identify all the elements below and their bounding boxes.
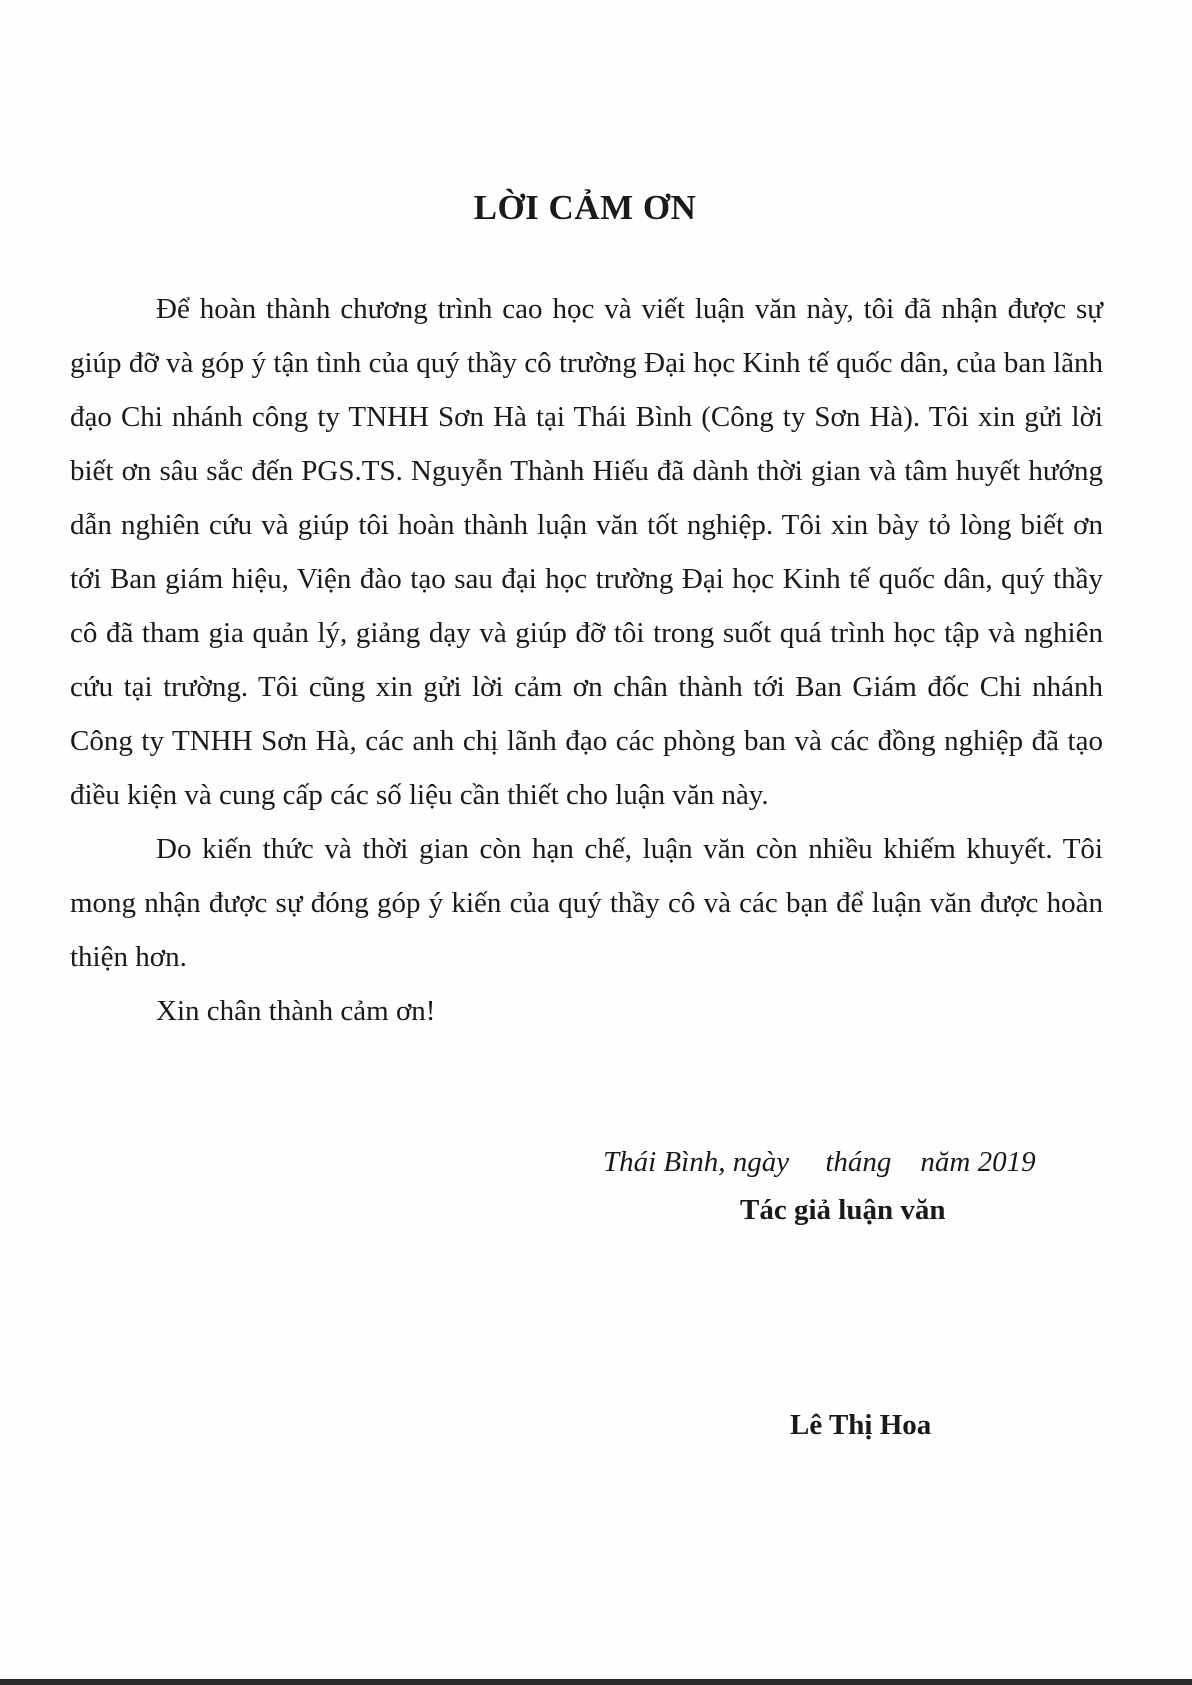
paragraph-limitations: Do kiến thức và thời gian còn hạn chế, luận văn còn nhiều khiếm khuyết. Tôi mong nhận được sự đóng góp ý kiến của quý thầy cô và các bạn để luận văn được hoàn thiện hơn. bbox=[70, 833, 1103, 973]
date-line: Thái Bình, ngày tháng năm 2019 bbox=[603, 1146, 1036, 1178]
author-label: Tác giả luận văn bbox=[740, 1194, 946, 1226]
scan-bottom-edge bbox=[0, 1679, 1192, 1685]
paragraph-acknowledgement: Để hoàn thành chương trình cao học và viết luận văn này, tôi đã nhận được sự giúp đỡ và góp ý tận tình của quý thầy cô trường Đại học Kinh tế quốc dân, của ban lãnh đạo Chi nhánh công ty TNHH Sơn Hà tại Thái Bình (Công ty Sơn Hà). Tôi xin gửi lời biết ơn sâu sắc đến PGS.TS. Nguyễn Thành Hiếu đã dành thời gian và tâm huyết hướng dẫn nghiên cứu và giúp tôi hoàn thành luận văn tốt nghiệp. Tôi xin bày tỏ lòng biết ơn tới Ban giám hiệu, Viện đào tạo sau đại học trường Đại học Kinh tế quốc dân, quý thầy cô đã tham gia quản lý, giảng dạy và giúp đỡ tôi trong suốt quá trình học tập và nghiên cứu tại trường. Tôi cũng xin gửi lời cảm ơn chân thành tới Ban Giám đốc Chi nhánh Công ty TNHH Sơn Hà, các anh chị lãnh đạo các phòng ban và các đồng nghiệp đã tạo điều kiện và cung cấp các số liệu cần thiết cho luận văn này. bbox=[70, 293, 1103, 811]
author-name: Lê Thị Hoa bbox=[790, 1409, 932, 1441]
page-title: LỜI CẢM ƠN bbox=[473, 188, 697, 227]
body-text bbox=[70, 282, 1103, 1038]
paragraph-thanks: Xin chân thành cảm ơn! bbox=[156, 995, 436, 1027]
